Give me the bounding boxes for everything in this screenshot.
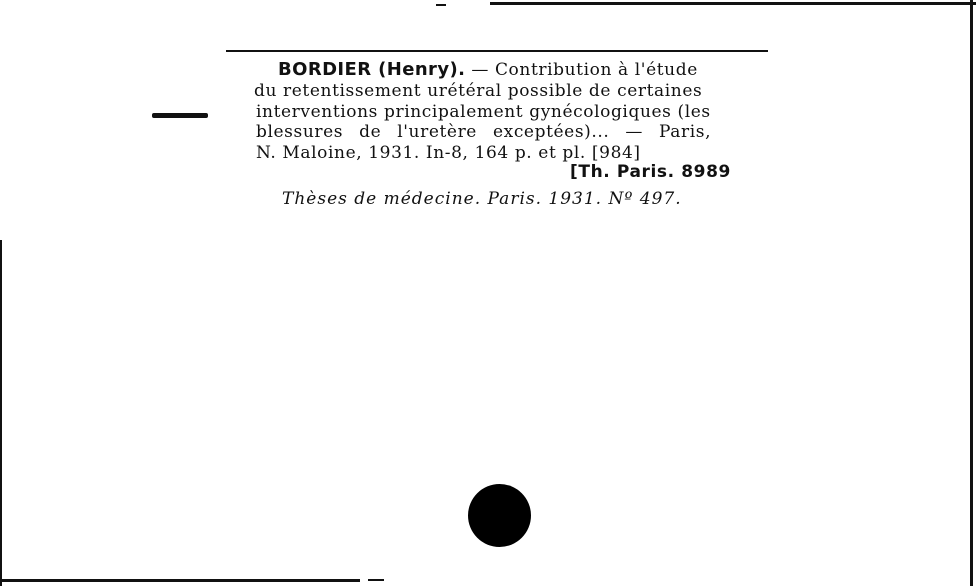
entry-line-1	[278, 60, 698, 80]
scan-border-top-right	[436, 4, 446, 6]
entry-line-4: blessures de l'uretère exceptées)... — Paris,	[256, 122, 712, 142]
entry-line-2: du retentissement urétéral possible de certaines	[254, 81, 703, 101]
entry-line-3: interventions principalement gynécologiques (les	[256, 102, 711, 122]
card-punch-hole	[468, 484, 531, 547]
scan-border-top	[490, 2, 976, 5]
card-top-rule	[226, 50, 768, 52]
scan-border-left	[0, 240, 2, 586]
series-note: Thèses de médecine. Paris. 1931. Nº 497.	[282, 189, 682, 209]
title-start: — Contribution à l'étude	[465, 60, 698, 80]
scan-border-bottom-dash	[368, 579, 384, 581]
scan-border-right	[970, 0, 973, 586]
ink-underline-mark	[152, 113, 208, 118]
shelfmark: [Th. Paris. 8989	[570, 162, 731, 182]
entry-line-5: N. Maloine, 1931. In-8, 164 p. et pl. [984]	[256, 143, 641, 163]
author-name: BORDIER (Henry).	[278, 59, 466, 80]
scan-border-bottom	[0, 579, 360, 582]
